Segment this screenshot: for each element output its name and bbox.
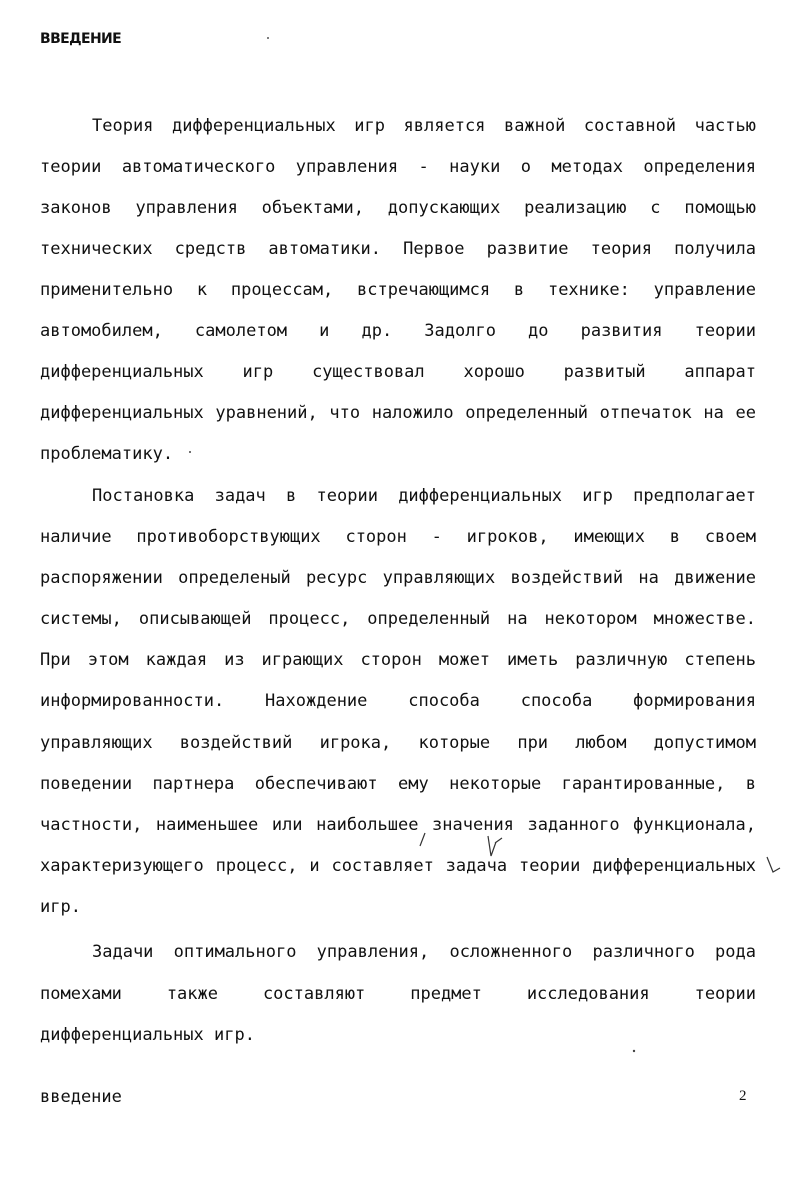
text-line: поведении партнера обеспечивают ему некоторые гарантированные, в (40, 774, 756, 794)
text-line: информированности. Нахождение способа способа формирования (40, 691, 756, 711)
text-line: характеризующего процесс, и составляет задача теории дифференциальных (40, 856, 756, 876)
text-line: При этом каждая из играющих сторон может иметь различную степень (40, 650, 756, 670)
scan-speck (189, 451, 191, 453)
text-line: Теория дифференциальных игр является важной составной частью (92, 116, 756, 136)
margin-check-mark (767, 857, 780, 872)
pen-correction-mark (488, 836, 502, 856)
text-line: системы, описывающей процесс, определенный на некотором множестве. (40, 609, 756, 629)
text-line: управляющих воздействий игрока, которые при любом допустимом (40, 733, 756, 753)
text-line: дифференциальных уравнений, что наложило определенный отпечаток на ее (40, 403, 756, 423)
footer-section-title: введение (40, 1087, 122, 1107)
text-line: технических средств автоматики. Первое развитие теория получила (40, 239, 756, 259)
text-line: игр. (40, 897, 81, 917)
text-line: Постановка задач в теории дифференциальных игр предполагает (92, 486, 756, 506)
page-header-title: ВВЕДЕНИЕ (40, 31, 122, 47)
pen-tick-mark (420, 833, 425, 846)
page-number: 2 (739, 1088, 747, 1104)
text-line: помехами также составляют предмет исследования теории (40, 984, 756, 1004)
text-line: автомобилем, самолетом и др. Задолго до развития теории (40, 321, 756, 341)
text-line: теории автоматического управления - науки о методах определения (40, 157, 756, 177)
text-line: применительно к процессам, встречающимся в технике: управление (40, 280, 756, 300)
text-line: распоряжении определеный ресурс управляющих воздействий на движение (40, 568, 756, 588)
text-line: дифференциальных игр существовал хорошо развитый аппарат (40, 362, 756, 382)
text-line: законов управления объектами, допускающих реализацию с помощью (40, 198, 756, 218)
text-line: наличие противоборствующих сторон - игроков, имеющих в своем (40, 527, 756, 547)
text-line: частности, наименьшее или наибольшее значения заданного функционала, (40, 815, 756, 835)
scan-speck (633, 1050, 635, 1052)
text-line: дифференциальных игр. (40, 1025, 255, 1045)
text-line: проблематику. (40, 444, 174, 464)
text-line: Задачи оптимального управления, осложненного различного рода (92, 942, 756, 962)
